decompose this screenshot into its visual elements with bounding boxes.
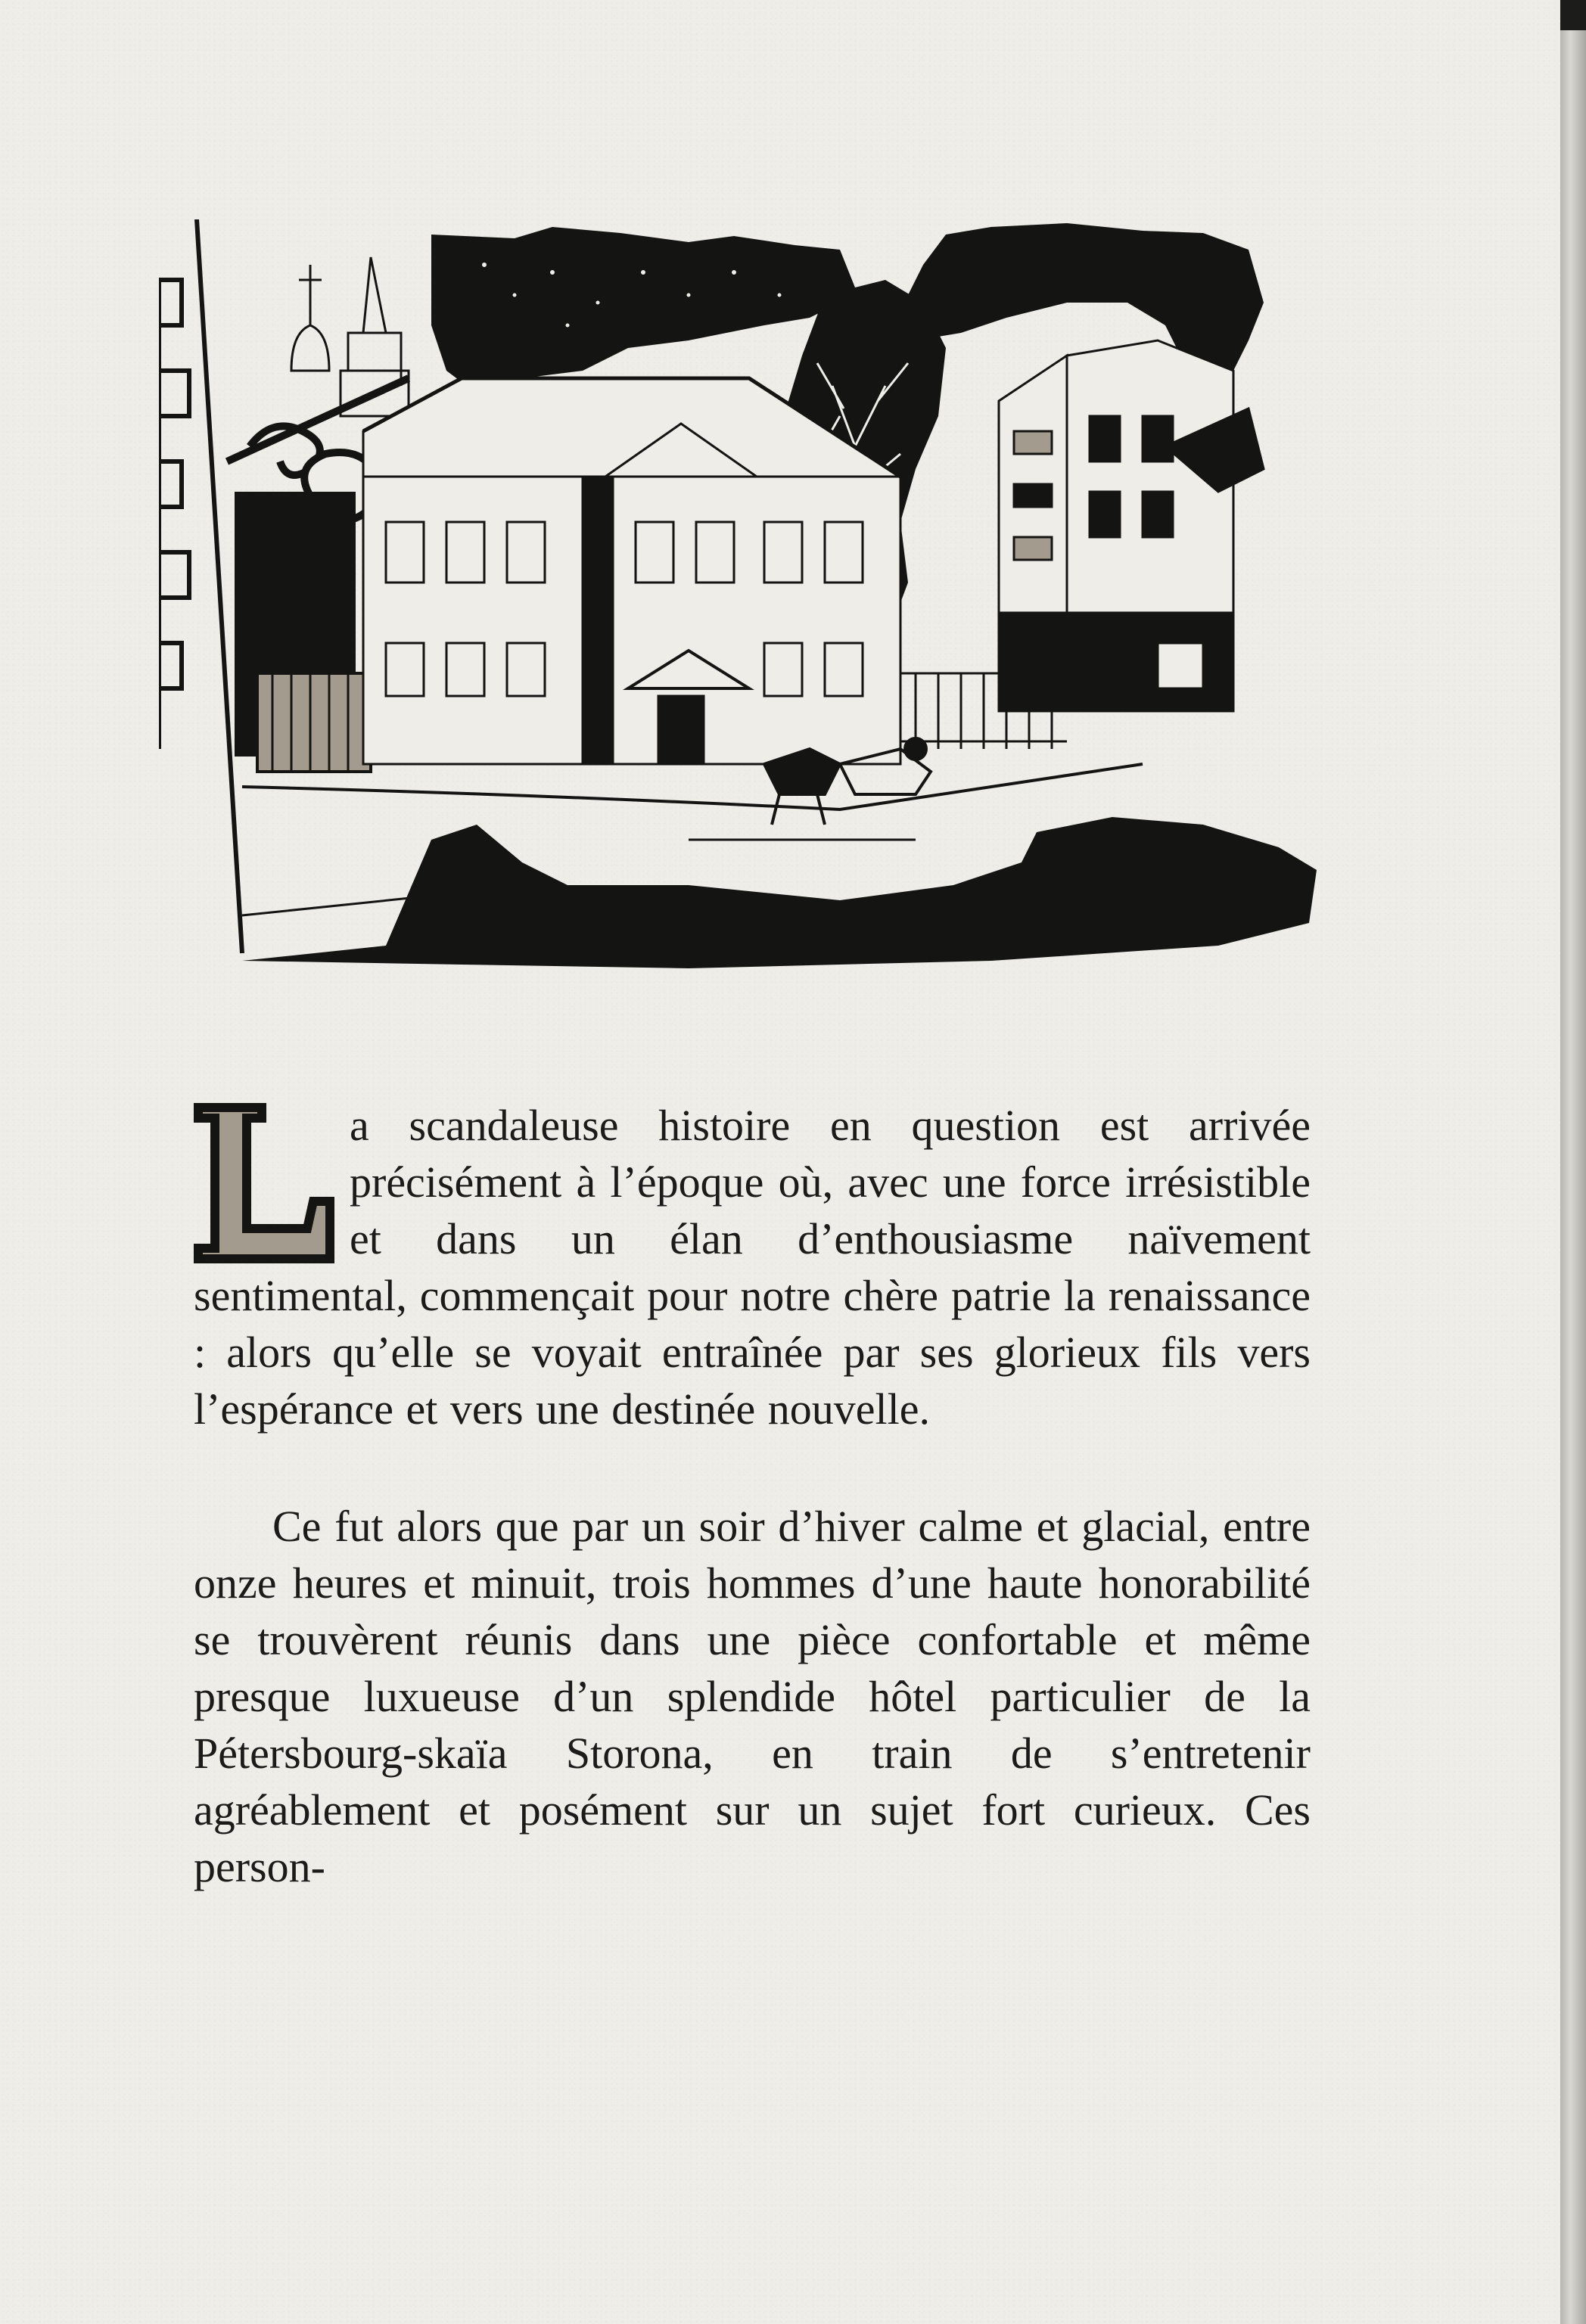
brick-wall	[159, 280, 189, 749]
left-shop-fence	[257, 673, 371, 772]
corner-mark	[1560, 0, 1586, 30]
page-edge	[1560, 0, 1586, 2324]
paragraph-2: Ce fut alors que par un soir d’hiver calme et glacial, entre onze heures et minuit, trois hommes d’une haute honorabilité se trouvèrent réunis dans une pièce confortable et même presque luxueuse d’un splendide hôtel particulier de la Pétersbourg-skaïa Storona, en train de s’entretenir agréablement et posément sur un sujet fort curieux. Ces person-	[194, 1502, 1311, 1891]
mansion	[363, 378, 900, 764]
church-domes	[291, 257, 409, 416]
paragraph-1	[194, 1097, 1311, 1498]
winter-street-scene-illustration	[159, 219, 1324, 983]
snow-ground	[242, 764, 1143, 809]
text-block	[194, 1097, 1311, 1895]
dropcap	[194, 1103, 334, 1263]
night-sky	[431, 227, 855, 393]
right-building	[999, 340, 1264, 711]
night-sky-right	[900, 223, 1264, 371]
paragraph-1-text: a scandaleuse histoire en question est arrivée précisément à l’époque où, avec une force irrésistible et dans un élan d’enthousiasme naïvement sentimental, commençait pour notre chère patrie la renaissance : alors qu’elle se voyait entraînée par ses glorieux fils vers l’espérance et vers une destinée nouvelle.	[194, 1101, 1311, 1434]
dropcap-letter	[194, 1103, 334, 1263]
